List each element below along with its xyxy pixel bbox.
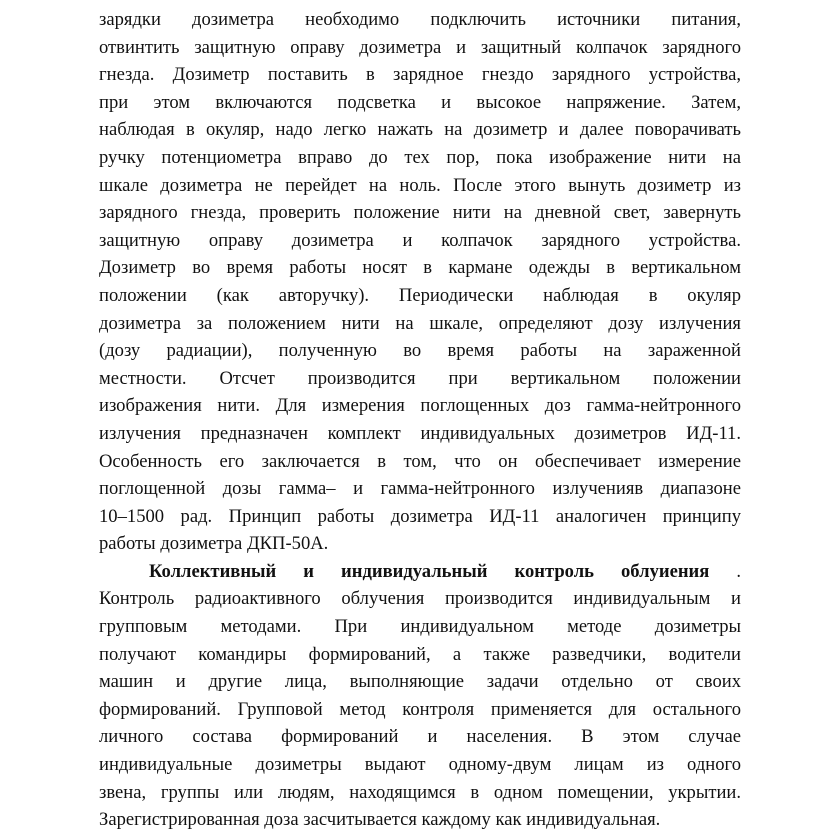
text-line: Дозиметр во время работы носят в кармане одежды в вертикальном (99, 257, 741, 279)
text-line: работы дозиметра ДКП-50А. (99, 533, 329, 555)
text-line: наблюдая в окуляр, надо легко нажать на дозиметр и далее поворачивать (99, 119, 741, 141)
text-line: отвинтить защитную оправу дозиметра и защитный колпачок зарядного (99, 36, 741, 58)
text-line: положении (как авторучку). Периодически наблюдая в окуляр (99, 284, 741, 306)
text-line: зарядки дозиметра необходимо подключить источники питания, (99, 9, 741, 30)
text-line: излучения предназначен комплект индивидуальных дозиметров ИД-11. (99, 422, 741, 444)
text-line: местности. Отсчет производится при вертикальном положении (99, 367, 741, 389)
section-heading-line (99, 558, 741, 586)
text-line: получают командиры формирований, а также разведчики, водители (99, 643, 741, 665)
text-line: гнезда. Дозиметр поставить в зарядное гнездо зарядного устройства, (99, 64, 741, 86)
text-line: шкале дозиметра не перейдет на ноль. После этого вынуть дозиметр из (99, 174, 741, 196)
section-heading: Коллективный и индивидуальный контроль облуиения (149, 560, 710, 582)
text-line: ручку потенциометра вправо до тех пор, пока изображение нити на (99, 146, 741, 168)
text-line: изображения нити. Для измерения поглощенных доз гамма-нейтронного (99, 395, 741, 417)
text-line: поглощенной дозы гамма– и гамма-нейтронного излученияв диапазоне (99, 478, 741, 500)
text-line: Особенность его заключается в том, что он обеспечивает измерение (99, 450, 741, 472)
text-line: защитную оправу дозиметра и колпачок зарядного устройства. (99, 229, 741, 251)
section-heading-suffix: . (709, 560, 741, 582)
text-line: Контроль радиоактивного облучения производится индивидуальным и (99, 588, 741, 610)
document-page (99, 6, 741, 834)
text-line: зарядного гнезда, проверить положение нити на дневной свет, завернуть (99, 202, 741, 224)
text-line: звена, группы или людям, находящимся в одном помещении, укрытии. (99, 781, 741, 803)
text-line: групповым методами. При индивидуальном методе дозиметры (99, 616, 741, 638)
paragraph-dosimeter-charging (99, 6, 741, 558)
text-line: формирований. Групповой метод контроля применяется для остального (99, 698, 741, 720)
text-line: личного состава формирований и населения. В этом случае (99, 726, 741, 748)
text-line: дозиметра за положением нити на шкале, определяют дозу излучения (99, 312, 741, 334)
paragraph-radiation-control (99, 558, 741, 834)
text-line: (дозу радиации), полученную во время работы на зараженной (99, 340, 741, 362)
text-line: при этом включаются подсветка и высокое напряжение. Затем, (99, 91, 741, 113)
text-line: машин и другие лица, выполняющие задачи отдельно от своих (99, 671, 741, 693)
text-line: 10–1500 рад. Принцип работы дозиметра ИД-11 аналогичен принципу (99, 505, 741, 527)
text-line: индивидуальные дозиметры выдают одному-двум лицам из одного (99, 754, 741, 776)
text-line: Зарегистрированная доза засчитывается каждому как индивидуальная. (99, 809, 661, 831)
